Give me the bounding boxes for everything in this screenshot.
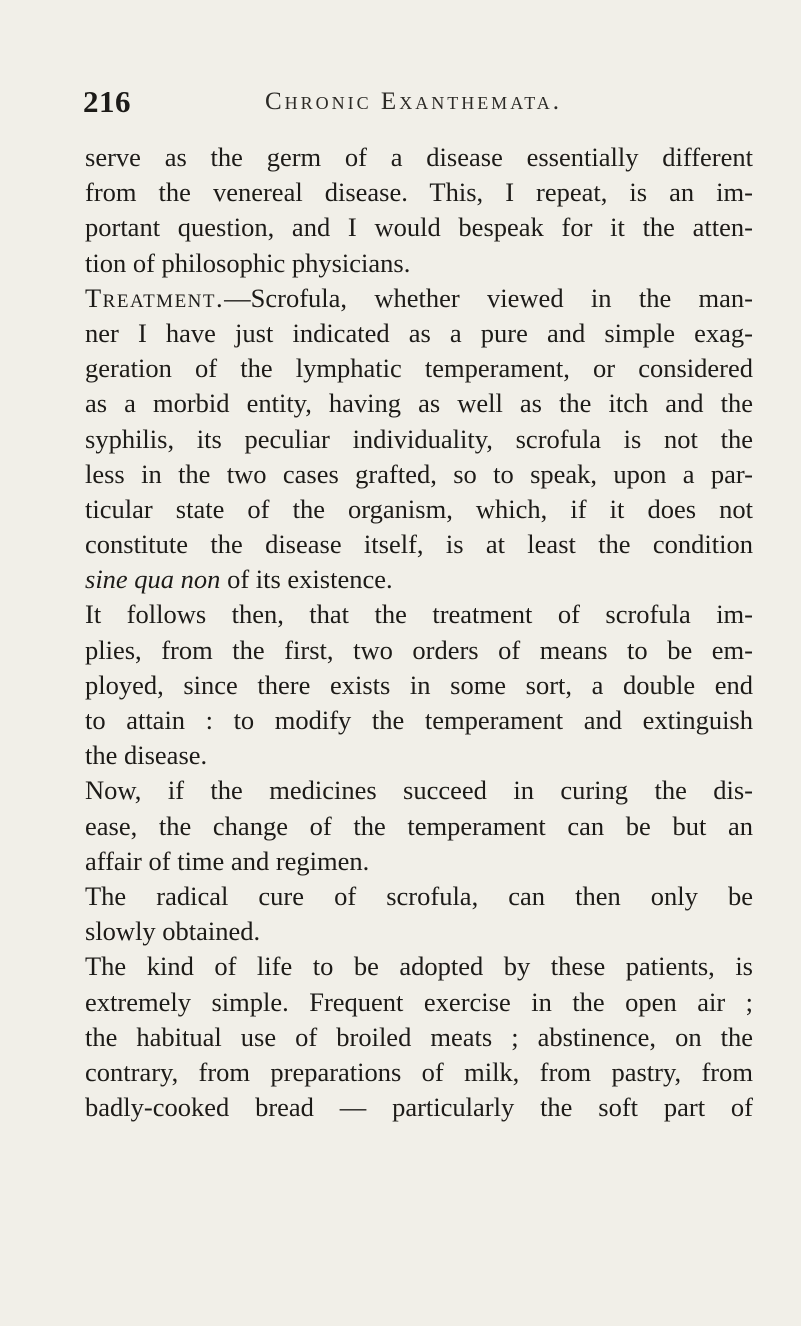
line-text: ner I have just indicated as a pure and simple exag-	[85, 317, 753, 348]
line-text: to attain : to modify the temperament and extinguish	[85, 705, 753, 735]
line-text: portant question, and I would bespeak for it the atten-	[85, 212, 753, 243]
line-text: of its existence.	[220, 564, 393, 595]
line-text: ease, the change of the temperament can be but an	[85, 810, 753, 841]
text-line	[85, 1090, 753, 1125]
line-text: The kind of life to be adopted by these patients, is	[85, 951, 753, 982]
text-line	[85, 210, 753, 245]
text-line	[85, 844, 753, 879]
line-text: —Scrofula, whether viewed in the man-	[224, 282, 753, 313]
text-line	[85, 351, 753, 386]
text-line	[85, 457, 753, 492]
text-line	[85, 1020, 753, 1055]
text-line	[85, 809, 753, 844]
line-text: contrary, from preparations of milk, from pastry, from	[85, 1056, 753, 1087]
text-line	[85, 175, 753, 210]
line-text: as a morbid entity, having as well as the itch and the	[85, 388, 753, 419]
line-text: the disease.	[85, 740, 208, 771]
text-line	[85, 738, 753, 773]
line-text: ployed, since there exists in some sort, a double end	[85, 669, 753, 700]
line-text: from the venereal disease. This, I repeat, is an im-	[85, 177, 753, 208]
text-line	[85, 985, 753, 1020]
line-text: slowly obtained.	[85, 916, 261, 947]
line-text: affair of time and regimen.	[85, 845, 370, 876]
text-line	[85, 316, 753, 351]
line-text: geration of the lymphatic temperament, or considered	[85, 353, 753, 384]
running-title: Chronic Exanthemata.	[265, 88, 562, 115]
text-line	[85, 949, 753, 984]
line-text: Now, if the medicines succeed in curing the dis-	[85, 775, 753, 806]
text-line	[85, 422, 753, 457]
line-text: ticular state of the organism, which, if it does not	[85, 493, 753, 524]
text-line	[85, 703, 753, 738]
text-line	[85, 492, 753, 527]
line-text: the habitual use of broiled meats ; abstinence, on the	[85, 1021, 753, 1052]
text-line	[85, 281, 753, 316]
section-heading: Treatment.	[85, 282, 225, 313]
line-text: plies, from the first, two orders of means to be em-	[85, 634, 753, 665]
text-line	[85, 386, 753, 421]
italic-phrase: sine qua non	[85, 564, 221, 595]
running-head	[83, 84, 763, 124]
line-text: serve as the germ of a disease essentially different	[85, 142, 753, 172]
line-text: tion of philosophic physicians.	[85, 247, 411, 278]
text-line	[85, 914, 753, 949]
text-line	[85, 879, 753, 914]
text-line	[85, 1055, 753, 1090]
text-line	[85, 668, 753, 703]
line-text: badly-cooked bread — particularly the soft part of	[85, 1092, 753, 1123]
page-number: 216	[83, 84, 131, 119]
text-line	[85, 597, 753, 632]
line-text: The radical cure of scrofula, can then only be	[85, 880, 753, 911]
line-text: constitute the disease itself, is at least the condition	[85, 529, 753, 560]
body-text	[85, 140, 753, 1125]
text-line	[85, 633, 753, 668]
text-line	[85, 527, 753, 562]
line-text: extremely simple. Frequent exercise in the open air ;	[85, 986, 753, 1017]
text-line	[85, 773, 753, 808]
text-line	[85, 562, 753, 597]
text-line	[85, 246, 753, 281]
line-text: It follows then, that the treatment of scrofula im-	[85, 599, 753, 630]
text-line	[85, 140, 753, 175]
line-text: less in the two cases grafted, so to speak, upon a par-	[85, 458, 753, 489]
line-text: syphilis, its peculiar individuality, scrofula is not the	[85, 423, 753, 454]
